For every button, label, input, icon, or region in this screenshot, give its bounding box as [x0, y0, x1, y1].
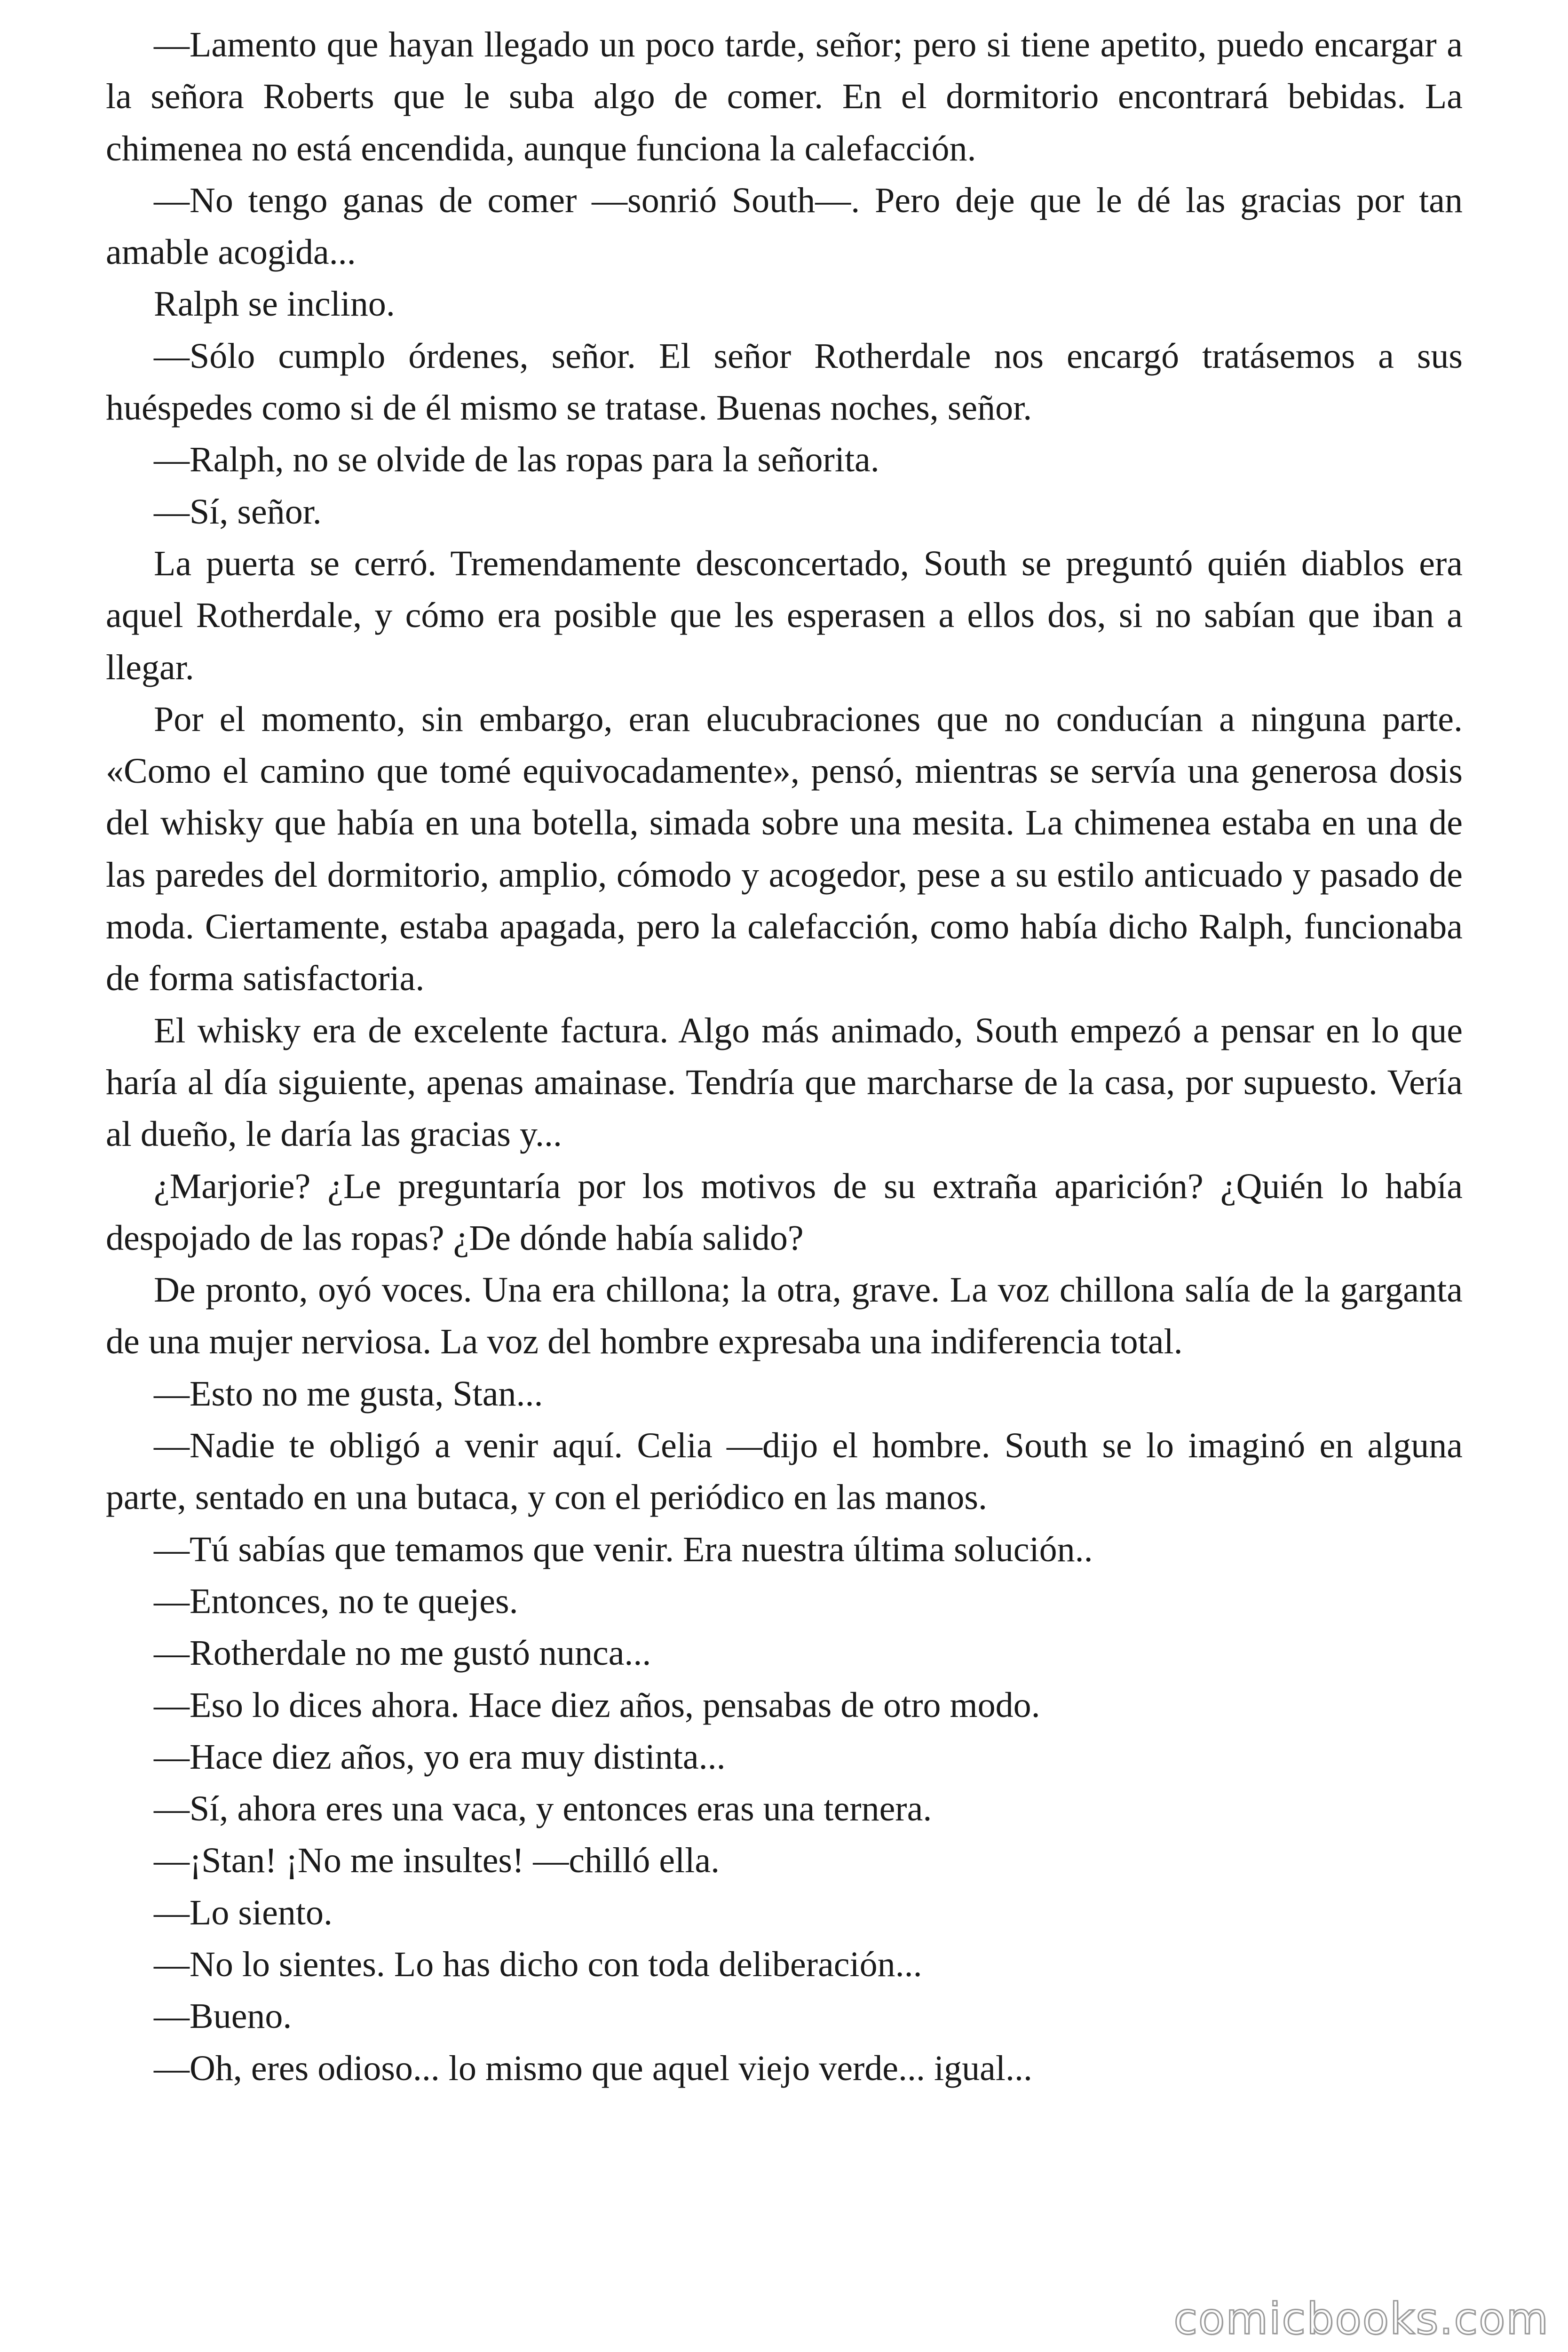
paragraph: —Esto no me gusta, Stan... — [154, 1374, 543, 1414]
paragraph: —Lo siento. — [154, 1892, 333, 1932]
paragraph: La puerta se cerró. Tremendamente desconcertado, South se preguntó quién diablos era aquel Rotherdale, y cómo era posible que les esperasen a ellos dos, si no sabían que iban a llegar. — [106, 543, 1463, 687]
paragraph: ¿Marjorie? ¿Le preguntaría por los motivos de su extraña aparición? ¿Quién lo había despojado de las ropas? ¿De dónde había salido? — [106, 1166, 1463, 1258]
document-page — [106, 19, 1463, 2094]
paragraph: —Sólo cumplo órdenes, señor. El señor Rotherdale nos encargó tratásemos a sus huéspedes como si de él mismo se tratase. Buenas noches, señor. — [106, 336, 1463, 428]
paragraph: —Sí, ahora eres una vaca, y entonces eras una ternera. — [154, 1789, 932, 1829]
paragraph: —No lo sientes. Lo has dicho con toda deliberación... — [154, 1944, 922, 1984]
paragraph: —Rotherdale no me gustó nunca... — [154, 1633, 651, 1673]
paragraph: —¡Stan! ¡No me insultes! —chilló ella. — [154, 1841, 720, 1881]
paragraph: —Nadie te obligó a venir aquí. Celia —dijo el hombre. South se lo imaginó en alguna parte, sentado en una butaca, y con el periódico en las manos. — [106, 1426, 1463, 1518]
paragraph: —Bueno. — [154, 1996, 292, 2036]
paragraph: Ralph se inclino. — [154, 284, 395, 324]
paragraph: —Entonces, no te quejes. — [154, 1581, 518, 1621]
paragraph: —Tú sabías que temamos que venir. Era nuestra última solución.. — [154, 1529, 1093, 1569]
paragraph: Por el momento, sin embargo, eran elucubraciones que no conducían a ninguna parte. «Como el camino que tomé equivocadamente», pensó, mientras se servía una generosa dosis del whisky que había en una botella, simada sobre una mesita. La chimenea estaba en una de las paredes del dormitorio, amplio, cómodo y acogedor, pese a su estilo anticuado y pasado de moda. Ciertamente, estaba apagada, pero la calefacción, como había dicho Ralph, funcionaba de forma satisfactoria. — [106, 699, 1463, 999]
paragraph: De pronto, oyó voces. Una era chillona; la otra, grave. La voz chillona salía de la garganta de una mujer nerviosa. La voz del hombre expresaba una indiferencia total. — [106, 1270, 1463, 1362]
paragraph: —Lamento que hayan llegado un poco tarde, señor; pero si tiene apetito, puedo encargar a la señora Roberts que le suba algo de comer. En el dormitorio encontrará bebidas. La chimenea no está encendida, aunque funciona la calefacción. — [106, 25, 1463, 168]
watermark: comicbooks.com — [1173, 2294, 1549, 2344]
paragraph: El whisky era de excelente factura. Algo más animado, South empezó a pensar en lo que haría al día siguiente, apenas amainase. Tendría que marcharse de la casa, por supuesto. Vería al dueño, le daría las gracias y... — [106, 1010, 1463, 1154]
paragraph: —Ralph, no se olvide de las ropas para la señorita. — [154, 440, 879, 480]
paragraph: —Hace diez años, yo era muy distinta... — [154, 1737, 726, 1777]
paragraph: —Eso lo dices ahora. Hace diez años, pensabas de otro modo. — [154, 1685, 1040, 1725]
paragraph: —Oh, eres odioso... lo mismo que aquel viejo verde... igual... — [154, 2048, 1032, 2088]
paragraph: —No tengo ganas de comer —sonrió South—. Pero deje que le dé las gracias por tan amable acogida... — [106, 180, 1463, 272]
paragraph: —Sí, señor. — [154, 492, 322, 532]
